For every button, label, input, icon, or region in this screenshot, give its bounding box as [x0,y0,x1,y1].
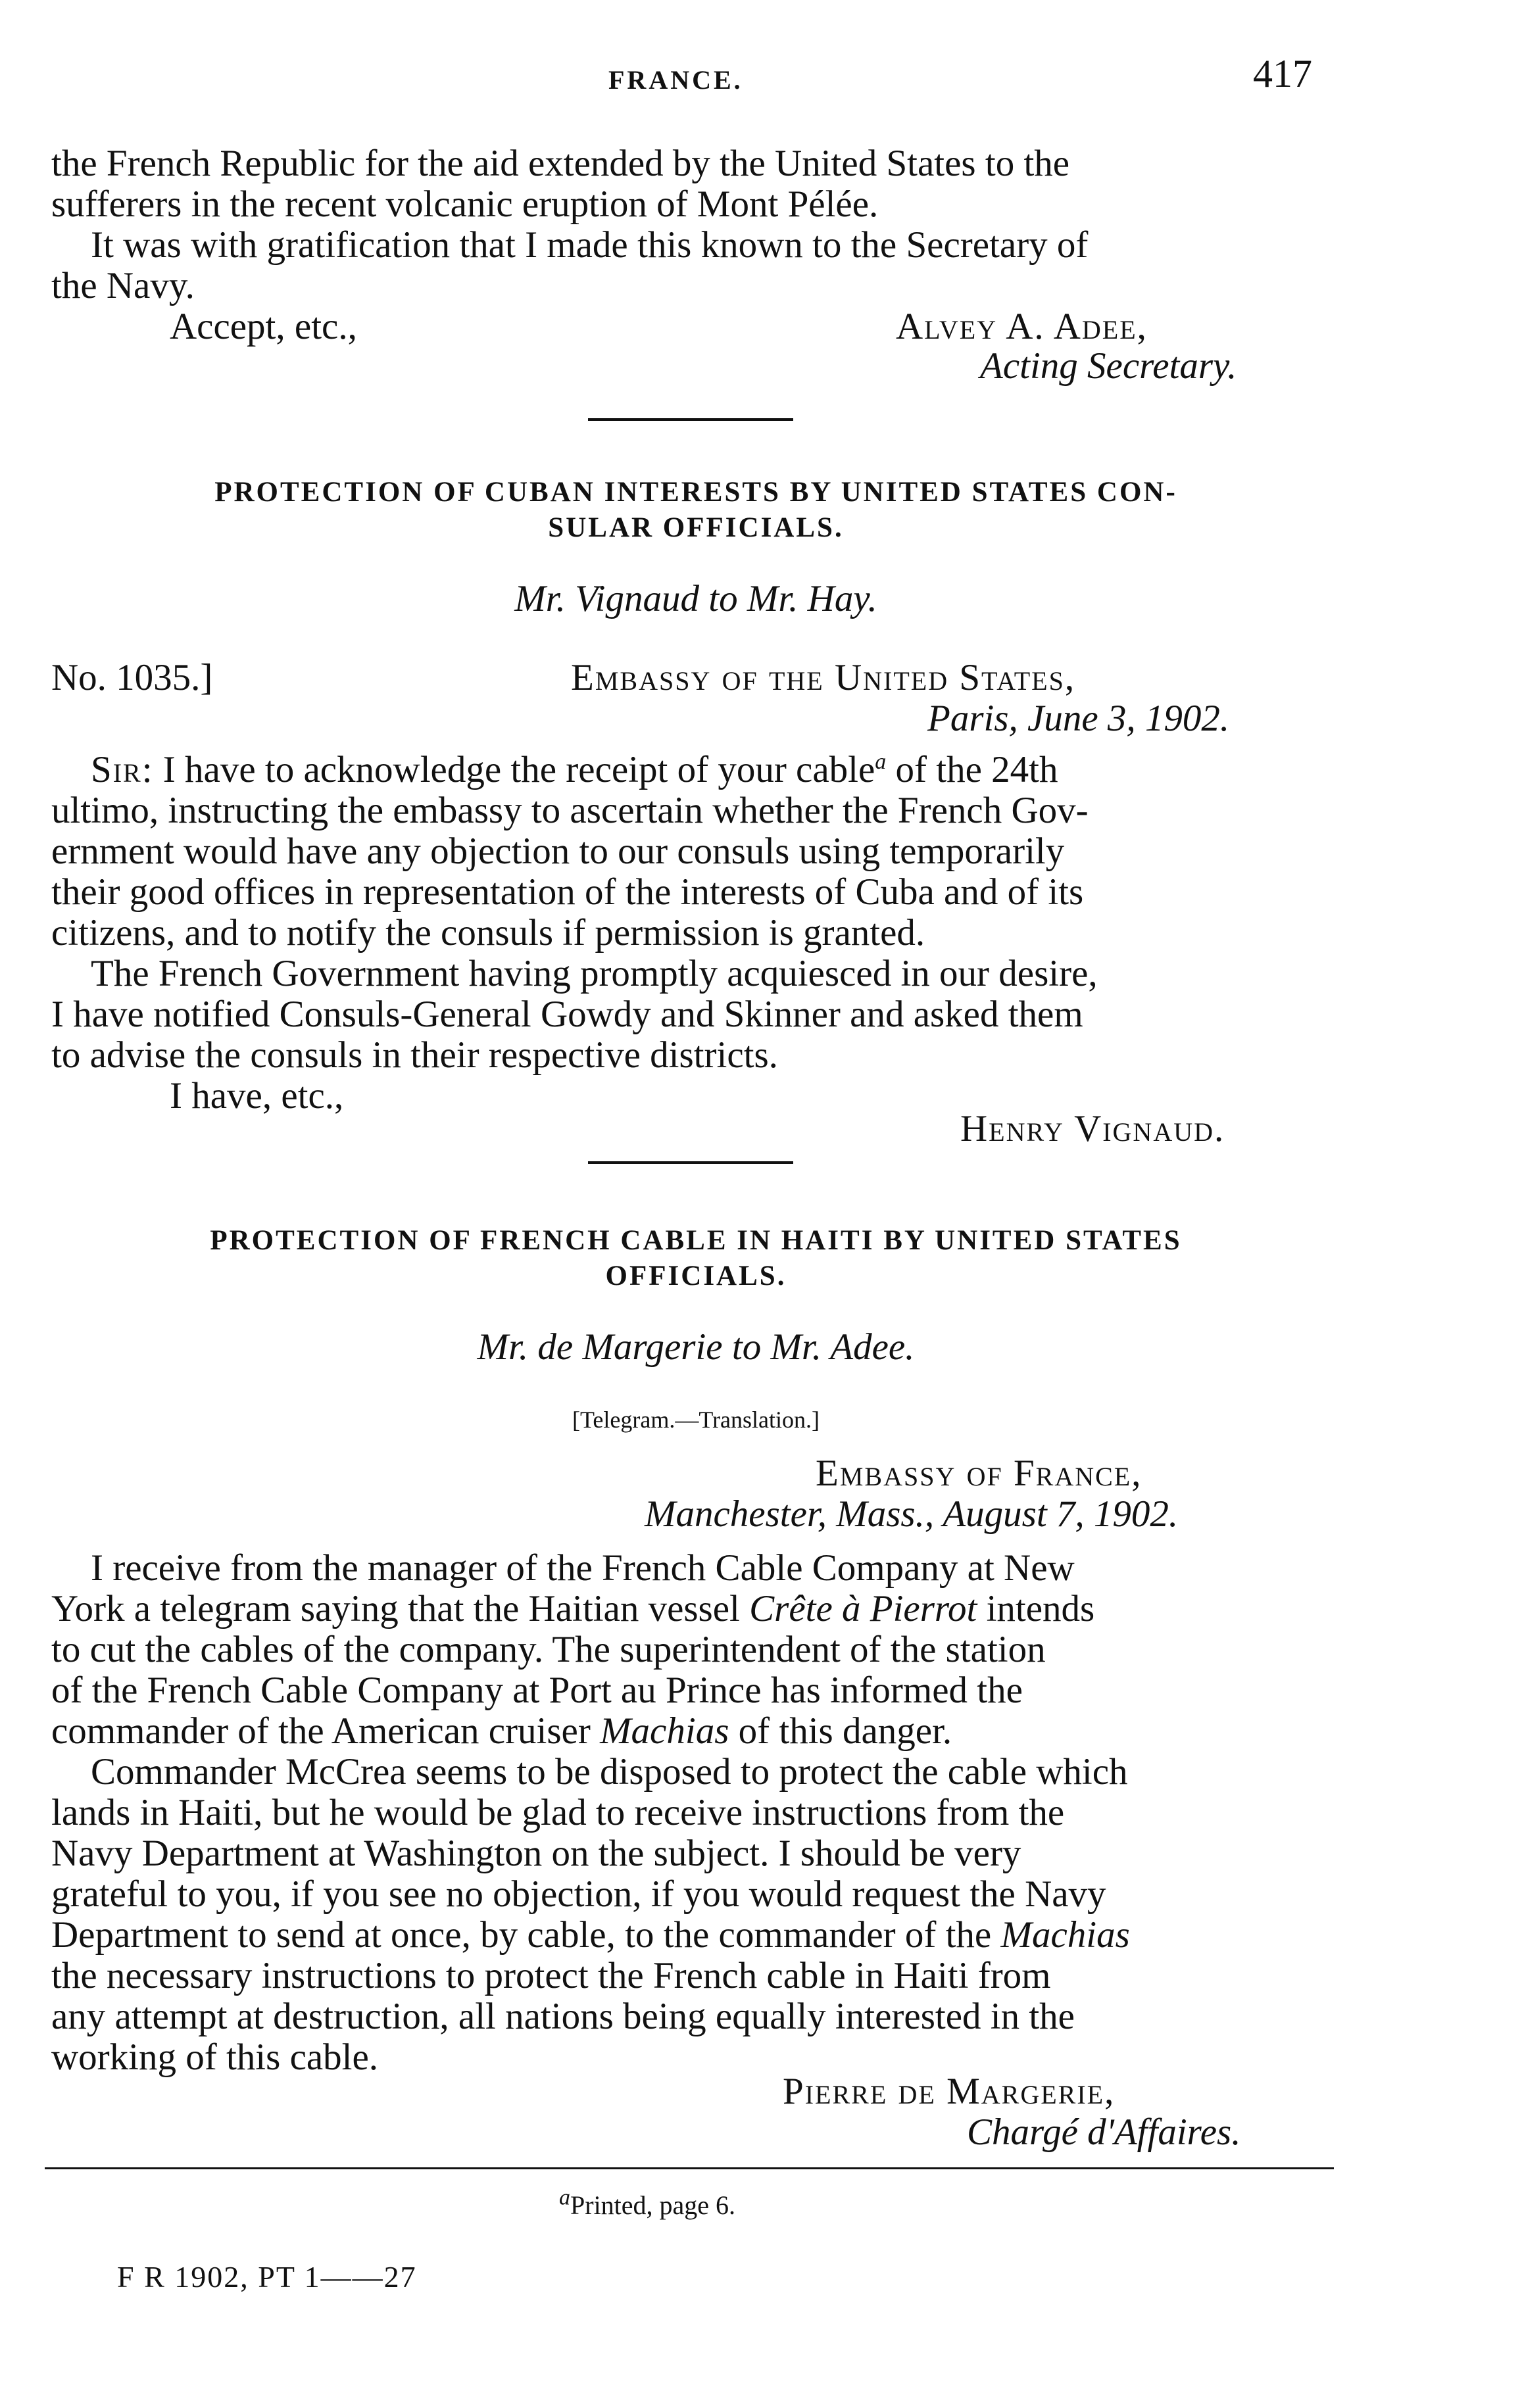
text-line: Navy Department at Washington on the subject. I should be very [51,1833,1021,1874]
text-line: to cut the cables of the company. The superintendent of the station [51,1629,1046,1670]
text-line: York a telegram saying that the Haitian vessel Crête à Pierrot intends [51,1588,1095,1629]
section-title: PROTECTION OF CUBAN INTERESTS BY UNITED STATES CON- [214,477,1177,508]
text-line: I have notified Consuls-General Gowdy and Skinner and asked them [51,994,1083,1035]
section-divider [588,1161,793,1164]
signer: Alvey A. Adee, [896,306,1148,347]
text-line: ultimo, instructing the embassy to ascertain whether the French Gov- [51,790,1089,831]
text-line: I receive from the manager of the French Cable Company at New [91,1547,1075,1589]
section-divider [588,418,793,421]
closing: I have, etc., [170,1075,344,1117]
cruiser-name: Machias [1000,1914,1130,1956]
section-title-continued: OFFICIALS. [605,1261,787,1291]
running-head: FRANCE. [608,65,743,95]
page-number: 417 [1253,52,1312,95]
place-line: Embassy of France, [816,1453,1142,1494]
text-line: the French Republic for the aid extended by the United States to the [51,143,1070,184]
footnote-marker: a [559,2185,570,2210]
text-line: commander of the American cruiser Machias of this danger. [51,1710,952,1752]
text-line: Sir: I have to acknowledge the receipt of your cable$^a$ of the 24th [91,749,1058,790]
place-line: Embassy of the United States, [571,657,1076,698]
signer-title: Chargé d'Affaires. [967,2111,1241,2153]
text-line: The French Government having promptly acquiesced in our desire, [91,953,1098,994]
text-line: lands in Haiti, but he would be glad to receive instructions from the [51,1792,1065,1833]
footnote-marker: a [875,750,887,774]
text-line: to advise the consuls in their respective districts. [51,1034,778,1076]
footnote: $^a$Printed, page 6. [559,2185,736,2220]
date-line: Paris, June 3, 1902. [927,698,1230,739]
text-line: of the French Cable Company at Port au Prince has informed the [51,1670,1023,1711]
section-title: PROTECTION OF FRENCH CABLE IN HAITI BY UNITED STATES [210,1225,1182,1256]
text-line: sufferers in the recent volcanic eruption of Mont Pélée. [51,183,879,225]
text-line: the Navy. [51,265,195,306]
signer: Pierre de Margerie, [783,2071,1116,2112]
text-line: the necessary instructions to protect the French cable in Haiti from [51,1955,1051,1996]
signer: Henry Vignaud. [960,1108,1225,1149]
section-title-continued: SULAR OFFICIALS. [548,512,844,543]
text-line: It was with gratification that I made this known to the Secretary of [91,224,1089,266]
letter-heading: Mr. Vignaud to Mr. Hay. [514,578,877,619]
text-line: their good offices in representation of the interests of Cuba and of its [51,871,1084,913]
vessel-name: Crête à Pierrot [749,1588,977,1629]
text-line: Commander McCrea seems to be disposed to protect the cable which [91,1751,1128,1793]
cruiser-name: Machias [600,1710,729,1752]
telegram-note: [Telegram.—Translation.] [572,1407,820,1433]
text-line: citizens, and to notify the consuls if permission is granted. [51,912,925,953]
text-line: Department to send at once, by cable, to the commander of the Machias [51,1914,1130,1956]
text-line: working of this cable. [51,2036,379,2078]
dispatch-number: No. 1035.] [51,657,213,698]
signature-mark: F R 1902, PT 1——27 [117,2260,417,2294]
date-line: Manchester, Mass., August 7, 1902. [645,1493,1179,1535]
closing: Accept, etc., [170,306,357,347]
text-line: grateful to you, if you see no objection, if you would request the Navy [51,1873,1106,1915]
letter-heading: Mr. de Margerie to Mr. Adee. [477,1326,915,1368]
text-line: any attempt at destruction, all nations being equally interested in the [51,1996,1075,2037]
footnote-rule [45,2167,1334,2169]
salutation: Sir: [91,749,154,790]
text-line: ernment would have any objection to our consuls using temporarily [51,831,1065,872]
signer-title: Acting Secretary. [980,345,1237,387]
